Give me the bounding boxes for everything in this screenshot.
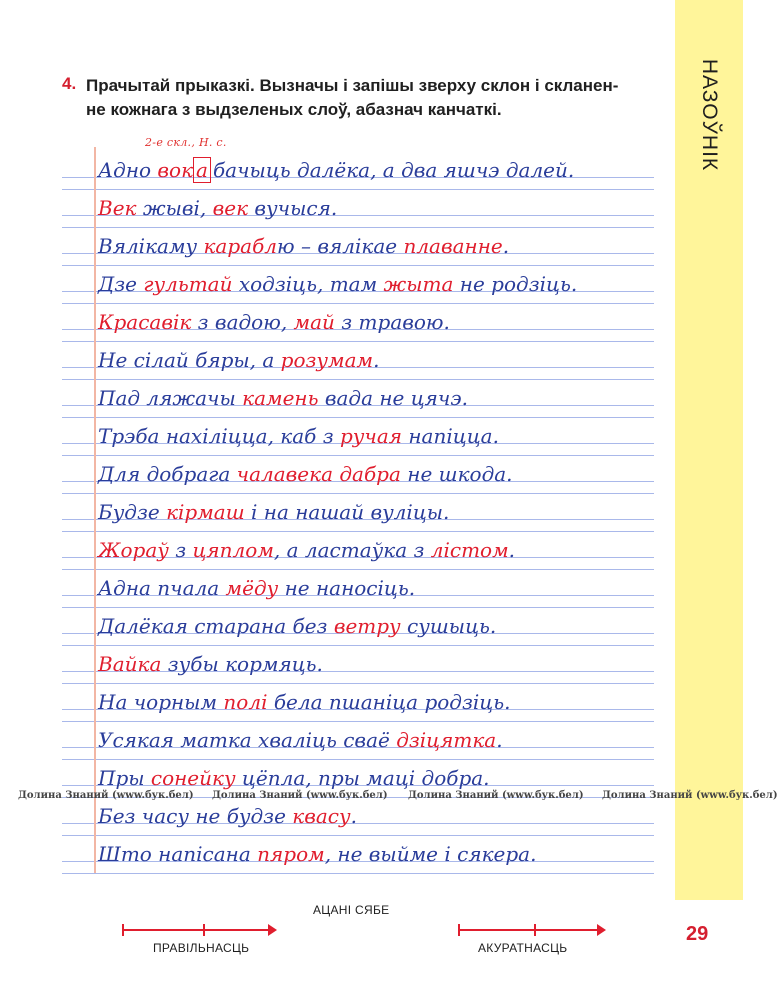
proverb-text: Пры — [98, 766, 151, 790]
proverb-text: Пад ляжачы — [98, 386, 243, 410]
highlighted-word: жыта — [383, 272, 454, 296]
highlighted-word: вок — [157, 158, 194, 182]
watermark-text: Долина Знаний (www.бук.бел) — [602, 790, 778, 801]
self-assessment-title: АЦАНІ СЯБЕ — [313, 903, 390, 917]
proverb-text: бачыць далёка, а два яшчэ далей. — [212, 158, 575, 182]
proverb-text: Для добрага — [98, 462, 237, 486]
case-annotation: 2-е скл., Н. с. — [145, 136, 227, 149]
ruled-line — [62, 493, 654, 494]
ruled-line — [62, 645, 654, 646]
neatness-scale-start-tick — [458, 924, 460, 936]
proverb-text: . — [496, 728, 503, 752]
highlighted-word: Вайка — [98, 652, 162, 676]
highlighted-word: сонейку — [150, 766, 236, 790]
proverb-line — [98, 196, 337, 220]
proverb-text: Будзе — [98, 500, 167, 524]
proverb-text: не шкода. — [400, 462, 513, 486]
proverb-text: з травою. — [334, 310, 450, 334]
ruled-line — [62, 341, 654, 342]
proverb-line — [98, 500, 449, 524]
ruled-line — [62, 607, 654, 608]
margin-line — [94, 147, 96, 873]
ruled-line — [62, 569, 654, 570]
ruled-line — [62, 683, 654, 684]
proverb-text: , не выйме і сякера. — [324, 842, 537, 866]
proverb-line — [98, 728, 503, 752]
highlighted-word: дабра — [339, 462, 401, 486]
accuracy-scale-mid-tick — [203, 924, 205, 936]
task-instruction — [86, 74, 664, 122]
ruled-line — [62, 759, 654, 760]
neatness-scale-mid-tick — [534, 924, 536, 936]
proverb-text: Што напісана — [98, 842, 258, 866]
ruled-line — [62, 455, 654, 456]
accuracy-scale-line — [122, 929, 268, 931]
ruled-line — [62, 531, 654, 532]
watermark-text: Долина Знаний (www.бук.бел) — [18, 790, 194, 801]
task-instruction-line-1: Прачытай прыказкі. Вызначы і запішы зверху склон і скланен- — [86, 76, 619, 95]
proverb-text: і на нашай вуліцы. — [244, 500, 450, 524]
proverb-text: не родзіць. — [453, 272, 578, 296]
highlighted-word: Век — [98, 196, 137, 220]
proverb-text: – вялікае — [294, 234, 404, 258]
proverb-line — [98, 310, 450, 334]
ruled-line — [62, 303, 654, 304]
proverb-line — [98, 424, 499, 448]
proverb-text: жыві, — [136, 196, 213, 220]
proverb-line — [98, 690, 510, 714]
proverb-line — [98, 386, 468, 410]
proverb-line — [98, 348, 379, 372]
accuracy-scale-arrow-icon — [268, 924, 277, 936]
proverb-text: напіцца. — [402, 424, 499, 448]
ruled-line — [62, 835, 654, 836]
task-number: 4. — [62, 74, 77, 93]
highlighted-word: дзіцятка — [396, 728, 497, 752]
highlighted-word: цяплом — [192, 538, 274, 562]
section-title: НАЗОЎНІК — [698, 58, 721, 172]
proverb-text: вада не цячэ. — [318, 386, 468, 410]
accuracy-scale-start-tick — [122, 924, 124, 936]
ruled-line — [62, 189, 654, 190]
ruled-line — [62, 721, 654, 722]
proverb-line — [98, 462, 513, 486]
proverb-line — [98, 804, 357, 828]
watermark-text: Долина Знаний (www.бук.бел) — [408, 790, 584, 801]
ending-box: а — [193, 157, 211, 183]
highlighted-word: кірмаш — [166, 500, 245, 524]
proverb-text: з вадою, — [191, 310, 294, 334]
proverb-text: , а ластаўка з — [273, 538, 431, 562]
highlighted-word: век — [212, 196, 249, 220]
proverb-line — [98, 272, 577, 296]
proverb-text: зубы кормяць. — [161, 652, 323, 676]
ruled-line — [62, 873, 654, 874]
proverb-text: Не сілай бяры, а — [98, 348, 281, 372]
highlighted-word: квасу — [292, 804, 351, 828]
proverb-text: Вялікаму — [98, 234, 204, 258]
highlighted-word: чалавека — [236, 462, 334, 486]
proverb-text: На чорным — [98, 690, 224, 714]
proverb-line — [98, 538, 515, 562]
highlighted-word: ветру — [333, 614, 401, 638]
proverb-text: цёпла, пры маці добра. — [235, 766, 490, 790]
highlighted-word: камень — [242, 386, 319, 410]
proverb-text: бела пшаніца родзіць. — [267, 690, 511, 714]
ruled-line — [62, 227, 654, 228]
proverb-text: . — [502, 234, 510, 258]
neatness-scale-line — [458, 929, 598, 931]
proverb-text: Адно — [98, 158, 158, 182]
correctness-label: ПРАВІЛЬНАСЦЬ — [153, 941, 250, 955]
proverb-text: Трэба нахіліцца, каб з — [98, 424, 340, 448]
proverb-line — [98, 766, 490, 790]
proverb-line — [98, 842, 536, 866]
highlighted-word: ручая — [339, 424, 402, 448]
proverb-text: ю — [277, 234, 295, 258]
proverb-line — [98, 576, 415, 600]
proverb-line — [98, 158, 574, 182]
proverb-text: сушыць. — [400, 614, 497, 638]
highlighted-word: плаванне — [403, 234, 503, 258]
highlighted-word: Жораў — [98, 538, 169, 562]
highlighted-word: лістом — [430, 538, 509, 562]
proverb-text: вучыся. — [248, 196, 338, 220]
proverb-text: . — [373, 348, 380, 372]
proverb-line — [98, 614, 496, 638]
highlighted-word: мёду — [225, 576, 279, 600]
proverb-text: Адна пчала — [98, 576, 226, 600]
neatness-scale-arrow-icon — [597, 924, 606, 936]
proverb-text: Дзе — [98, 272, 144, 296]
highlighted-word: розумам — [280, 348, 374, 372]
proverb-text: Усякая матка хваліць сваё — [98, 728, 397, 752]
highlighted-word: май — [293, 310, 335, 334]
proverb-line — [98, 652, 323, 676]
proverb-text: Без часу не будзе — [98, 804, 293, 828]
ruled-line — [62, 265, 654, 266]
proverb-text: не наносіць. — [278, 576, 416, 600]
proverb-text: . — [350, 804, 357, 828]
highlighted-word: карабл — [203, 234, 278, 258]
ruled-line — [62, 417, 654, 418]
proverb-text: . — [508, 538, 516, 562]
highlighted-word: полі — [223, 690, 268, 714]
task-instruction-line-2: не кожнага з выдзеленых слоў, абазнач канчаткі. — [86, 100, 502, 119]
watermark-text: Долина Знаний (www.бук.бел) — [212, 790, 388, 801]
proverb-text: ходзіць, там — [232, 272, 384, 296]
proverb-text: з — [168, 538, 193, 562]
highlighted-word: пяром — [257, 842, 325, 866]
page-number: 29 — [686, 923, 709, 945]
ruled-line — [62, 379, 654, 380]
proverb-text: Далёкая старана без — [98, 614, 334, 638]
neatness-label: АКУРАТНАСЦЬ — [478, 941, 568, 955]
proverb-line — [98, 234, 509, 258]
highlighted-word: Красавік — [98, 310, 192, 334]
highlighted-word: гультай — [143, 272, 233, 296]
